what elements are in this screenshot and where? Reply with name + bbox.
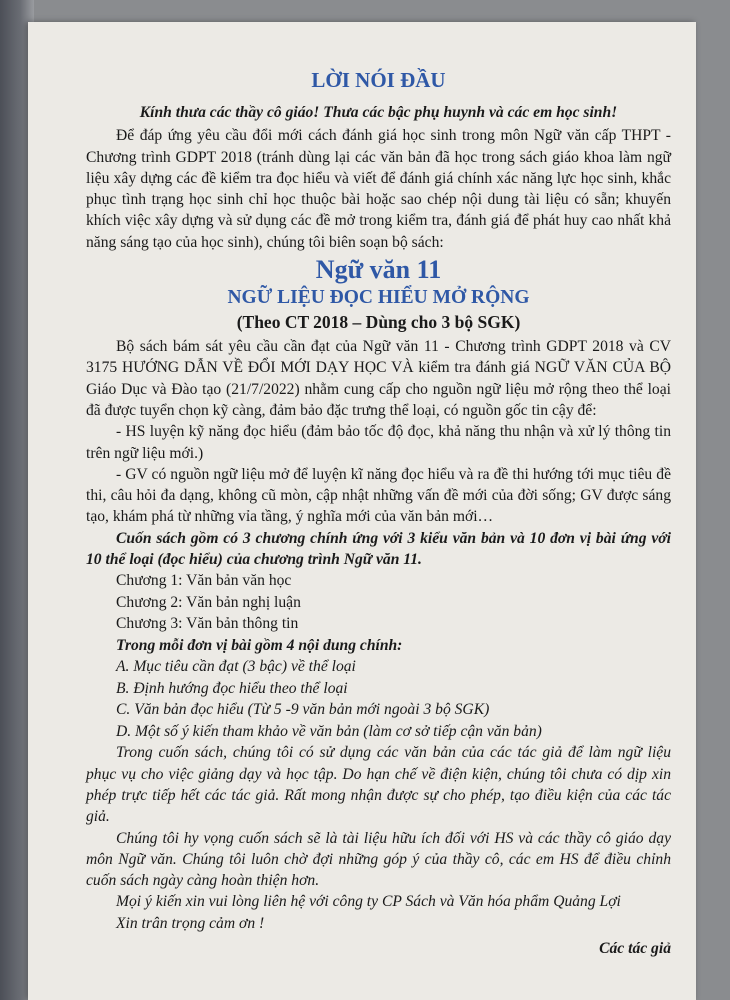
paragraph-9: Xin trân trọng cảm ơn ! xyxy=(116,914,265,932)
preface-title: LỜI NÓI ĐẦU xyxy=(311,68,446,92)
content-item-b: B. Định hướng đọc hiểu theo thể loại xyxy=(116,679,348,697)
chapter-1: Chương 1: Văn bản văn học xyxy=(116,572,292,590)
paragraph-7: Chúng tôi hy vọng cuốn sách sẽ là tài liệu hữu ích đối với HS và các thầy cô giáo dạy môn Ngữ văn. Chúng tôi luôn chờ đợi những góp ý của thầy cô, các em HS để điều chỉnh cuốn sách ngày càng hoàn thiện hơn. xyxy=(86,829,671,890)
content-item-d: D. Một số ý kiến tham khảo về văn bản (làm cơ sở tiếp cận văn bản) xyxy=(116,722,542,740)
paragraph-2: - HS luyện kỹ năng đọc hiểu (đảm bảo tốc độ đọc, khả năng thu nhận và xử lý thông tin trên ngữ liệu mới.) xyxy=(86,423,671,462)
paragraph-6: Trong cuốn sách, chúng tôi có sử dụng các văn bản của các tác giả để làm ngữ liệu phục vụ cho việc giảng dạy và học tập. Do hạn chế về điện kiện, chúng tôi chưa có dịp xin phép trực tiếp hết các tác giả. Rất mong nhận được sự cho phép, tạo điều kiện của các tác giả. xyxy=(86,744,671,826)
content-item-c: C. Văn bản đọc hiểu (Từ 5 -9 văn bản mới ngoài 3 bộ SGK) xyxy=(116,701,490,719)
salutation: Kính thưa các thầy cô giáo! Thưa các bậc phụ huynh và các em học sinh! xyxy=(139,104,618,121)
content-item-a: A. Mục tiêu cần đạt (3 bậc) về thể loại xyxy=(116,658,356,676)
chapter-2: Chương 2: Văn bản nghị luận xyxy=(116,593,301,611)
signature: Các tác giả xyxy=(599,940,671,958)
book-subtitle: NGỮ LIỆU ĐỌC HIỂU MỞ RỘNG xyxy=(227,287,530,309)
book-page xyxy=(28,22,696,1000)
paragraph-4: Cuốn sách gồm có 3 chương chính ứng với 3 kiểu văn bản và 10 đơn vị bài ứng với 10 thể loại (đọc hiểu) của chương trình Ngữ văn 11. xyxy=(86,529,671,569)
book-title: Ngữ văn 11 xyxy=(315,255,442,285)
page-content xyxy=(86,66,671,959)
paragraph-8: Mọi ý kiến xin vui lòng liên hệ với công ty CP Sách và Văn hóa phẩm Quảng Lợi xyxy=(116,893,621,911)
book-note: (Theo CT 2018 – Dùng cho 3 bộ SGK) xyxy=(236,312,521,333)
paragraph-3: - GV có nguồn ngữ liệu mở để luyện kĩ năng đọc hiểu và ra đề thi hướng tới mục tiêu đề thi, câu hỏi đa dạng, không cũ mòn, cập nhật những vấn đề mới của đời sống; GV được sáng tạo, khám phá từ những vỉa tầng, ý nghĩa mới của văn bản mới… xyxy=(86,465,671,526)
chapter-3: Chương 3: Văn bản thông tin xyxy=(116,615,299,633)
paragraph-5: Trong mỗi đơn vị bài gồm 4 nội dung chính: xyxy=(116,636,403,654)
intro-paragraph: Để đáp ứng yêu cầu đổi mới cách đánh giá học sinh trong môn Ngữ văn cấp THPT - Chương trình GDPT 2018 (tránh dùng lại các văn bản đã học trong sách giáo khoa làm ngữ liệu xây dựng các đề kiểm tra đọc hiểu và viết để đánh giá chính xác năng lực học sinh, khắc phục tình trạng học sinh chỉ học thuộc bài hoặc sao chép nội dung tài liệu có sẵn; khuyến khích việc xây dựng và sử dụng các đề mở trong kiểm tra, đánh giá để phát huy cao nhất khả năng sáng tạo của học sinh), chúng tôi biên soạn bộ sách: xyxy=(86,127,671,251)
paragraph-1: Bộ sách bám sát yêu cầu cần đạt của Ngữ văn 11 - Chương trình GDPT 2018 và CV 3175 HƯỚNG DẪN VỀ ĐỔI MỚI DẠY HỌC VÀ kiểm tra đánh giá NGỮ VĂN CỦA BỘ Giáo Dục và Đào tạo (21/7/2022) nhằm cung cấp cho nguồn ngữ liệu mở rộng theo thể loại đã được tuyển chọn kỹ càng, đảm bảo đặc trưng thể loại, có nguồn gốc tin cậy để: xyxy=(86,338,671,419)
